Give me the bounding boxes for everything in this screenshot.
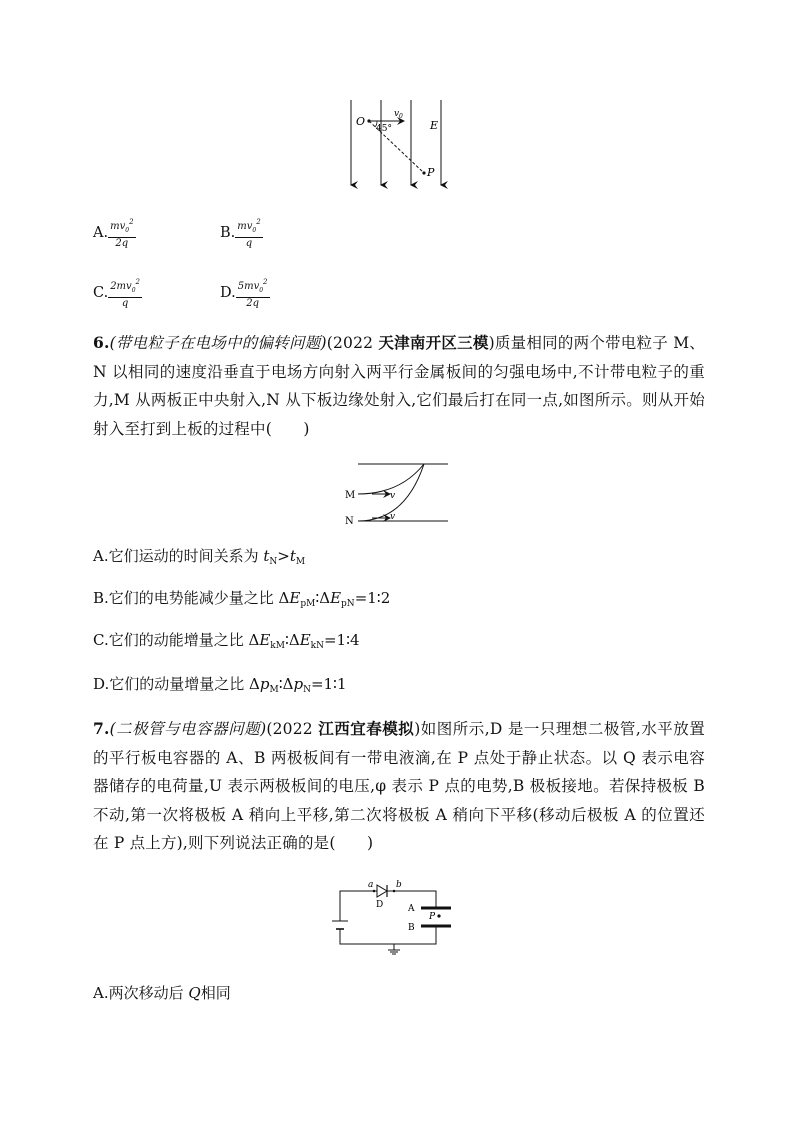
question-6: 6.(带电粒子在电场中的偏转问题)(2022 天津南开区三模)质量相同的两个带电粒子 M、N 以相同的速度沿垂直于电场方向射入两平行金属板间的匀强电场中,不计带电粒子的重力,M 从两板正中央射入,N 从下板边缘处射入,它们最后打在同一点,如图所示。则从开始射入至打到上板的过程中( ) — [93, 333, 706, 438]
label-angle: 45° — [376, 124, 392, 134]
label-v0-sub: 0 — [399, 113, 403, 120]
q7-number: 7. — [93, 719, 110, 738]
circuit-figure — [328, 876, 468, 956]
q6-text: 质量相同的两个带电粒子 M、N 以相同的速度沿垂直于电场方向射入两平行金属板间的匀强电场中,不计带电粒子的重力,M 从两板正中央射入,N 从下板边缘处射入,它们最后打在同一点,如图所示。则从开始射入至打到上板的过程中( ) — [93, 334, 706, 438]
point-o — [367, 119, 370, 122]
question-7: 7.(二极管与电容器问题)(2022 江西宜春模拟)如图所示,D 是一只理想二极管,水平放置的平行板电容器的 A、B 两极板间有一带电液滴,在 P 点处于静止状态。以 Q 表示电容器储存的电荷量,U 表示两极板间的电压,φ 表示 P 点的电势,B 极板接地。若保持极板 B 不动,第一次将极板 A 稍向上平移,第二次将极板 A 稍向下平移(移动后极板 A 的位置还在 P 点上方),则下列说法正确的是( ) — [93, 719, 705, 852]
q7-text: 如图所示,D 是一只理想二极管,水平放置的平行板电容器的 A、B 两极板间有一带电液滴,在 P 点处于静止状态。以 Q 表示电容器储存的电荷量,U 表示两极板间的电压,φ 表示 P 点的电势,B 极板接地。若保持极板 B 不动,第一次将极板 A 稍向上平移,第二次将极板 A 稍向下平移(移动后极板 A 的位置还在 P 点上方),则下列说法正确的是( ) — [93, 720, 705, 852]
wire-bottom — [340, 926, 436, 944]
q7-tag: (二极管与电容器问题) — [109, 720, 267, 738]
q6-option-c: C.它们的动能增量之比 $\Delta E_{kM}∶\Delta E_{kN}=1∶4$ — [93, 631, 360, 651]
label-v-n: v — [390, 512, 396, 522]
label-m: M — [345, 490, 356, 501]
label-a-lower: a — [368, 880, 374, 890]
q6-option-b: B.它们的电势能减少量之比 $\Delta E_{pM}∶\Delta E_{pN}=1∶2$ — [93, 589, 391, 609]
label-p: P — [427, 166, 435, 179]
label-o: O — [356, 115, 366, 128]
trajectory-m — [358, 464, 424, 494]
label-p: P — [429, 912, 436, 922]
point-p — [422, 171, 425, 174]
label-e: E — [430, 119, 439, 132]
q6-number: 6. — [93, 333, 110, 352]
label-v-m: v — [390, 491, 396, 501]
q6-option-a: A.它们运动的时间关系为 $t_N>t_M$ — [93, 547, 306, 567]
label-v0: v — [394, 109, 400, 119]
label-plate-b: B — [408, 923, 415, 933]
q6-source: 天津南开区三模 — [378, 333, 489, 352]
q6-tag: (带电粒子在电场中的偏转问题) — [109, 334, 327, 352]
q5-option-d: D. $\frac{5mv_0^2}{2q}$ — [220, 278, 268, 309]
q7-source: 江西宜春模拟 — [318, 719, 415, 738]
label-b-lower: b — [396, 880, 402, 890]
deflection-figure — [340, 458, 455, 528]
q5-option-c: C. $\frac{2mv_0^2}{q}$ — [93, 278, 140, 309]
q5-option-b: B. $\frac{mv_0^2}{q}$ — [220, 218, 261, 249]
q5-option-a: A. $\frac{mv_0^2}{2q}$ — [93, 218, 134, 249]
label-d: D — [376, 900, 384, 910]
q7-option-a: A.两次移动后 Q相同 — [93, 984, 231, 1002]
field-figure — [330, 95, 460, 195]
label-n: N — [345, 516, 354, 527]
point-p — [437, 914, 440, 917]
label-plate-a: A — [408, 904, 415, 914]
q6-option-d: D.它们的动量增量之比 $\Delta p_M∶\Delta p_N=1∶1$ — [93, 675, 347, 695]
